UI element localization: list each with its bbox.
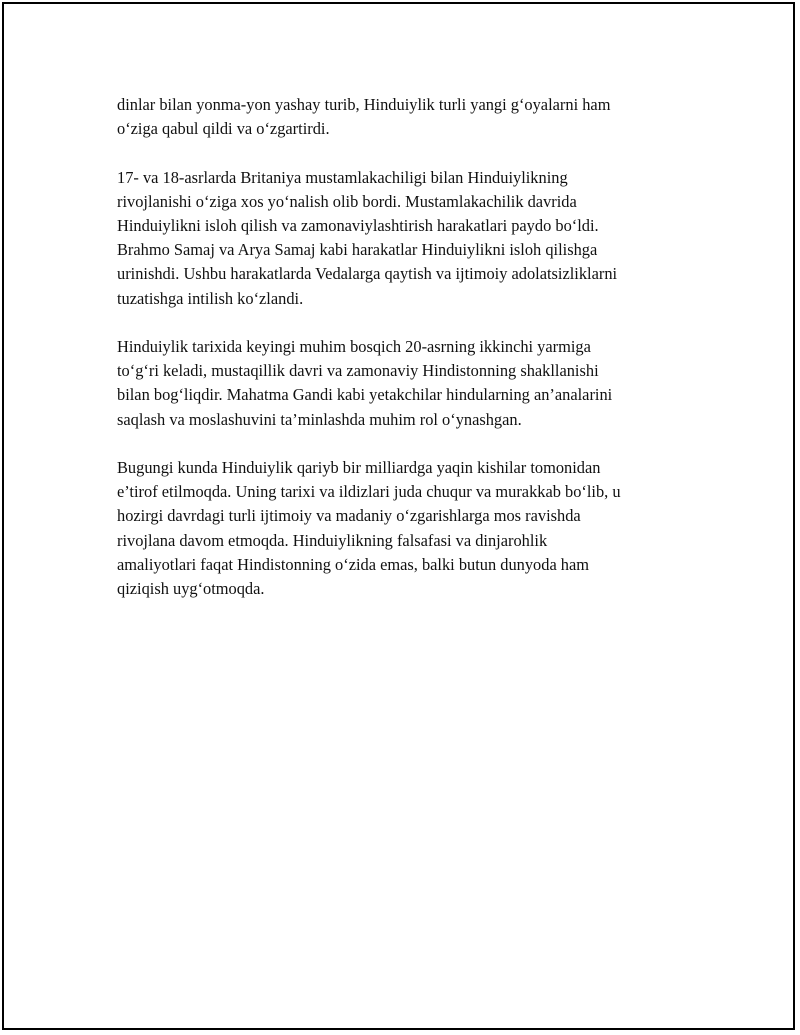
text-line: 17- va 18-asrlarda Britaniya mustamlakachiligi bilan Hinduiylikning (117, 167, 568, 187)
text-line: amaliyotlari faqat Hindistonning o‘zida emas, balki butun dunyoda ham (117, 554, 590, 574)
text-line: dinlar bilan yonma-yon yashay turib, Hinduiylik turli yangi g‘oyalarni ham (117, 95, 611, 114)
text-line: tuzatishga intilish ko‘zlandi. (117, 288, 304, 308)
text-line: urinishdi. Ushbu harakatlarda Vedalarga qaytish va ijtimoiy adolatsizliklarni (117, 264, 618, 284)
paragraph (117, 456, 717, 601)
text-line: to‘g‘ri keladi, mustaqillik davri va zamonaviy Hindistonning shakllanishi (117, 361, 599, 381)
paragraph (117, 335, 717, 432)
paragraph (117, 93, 717, 141)
text-line: rivojlana davom etmoqda. Hinduiylikning falsafasi va dinjarohlik (117, 530, 548, 550)
text-line: Hinduiylikni isloh qilish va zamonaviylashtirish harakatlari paydo bo‘ldi. (117, 216, 599, 235)
text-line: Bugungi kunda Hinduiylik qariyb bir milliardga yaqin kishilar tomonidan (117, 458, 601, 477)
paragraph (117, 166, 717, 311)
text-line: qiziqish uyg‘otmoqda. (117, 579, 265, 599)
text-line: o‘ziga qabul qildi va o‘zgartirdi. (117, 119, 330, 139)
text-line: hozirgi davrdagi turli ijtimoiy va madaniy o‘zgarishlarga mos ravishda (117, 506, 581, 526)
text-line: rivojlanishi o‘ziga xos yo‘nalish olib bordi. Mustamlakachilik davrida (117, 191, 577, 211)
text-line: saqlash va moslashuvini ta’minlashda muhim rol o‘ynashgan. (117, 409, 522, 429)
text-line: Brahmo Samaj va Arya Samaj kabi harakatlar Hinduiylikni isloh qilishga (117, 240, 598, 260)
text-line: Hinduiylik tarixida keyingi muhim bosqich 20-asrning ikkinchi yarmiga (117, 337, 591, 356)
text-line: bilan bog‘liqdir. Mahatma Gandi kabi yetakchilar hindularning an’analarini (117, 385, 613, 405)
text-line: e’tirof etilmoqda. Uning tarixi va ildizlari juda chuqur va murakkab bo‘lib, u (117, 482, 621, 502)
document-body (117, 93, 717, 625)
